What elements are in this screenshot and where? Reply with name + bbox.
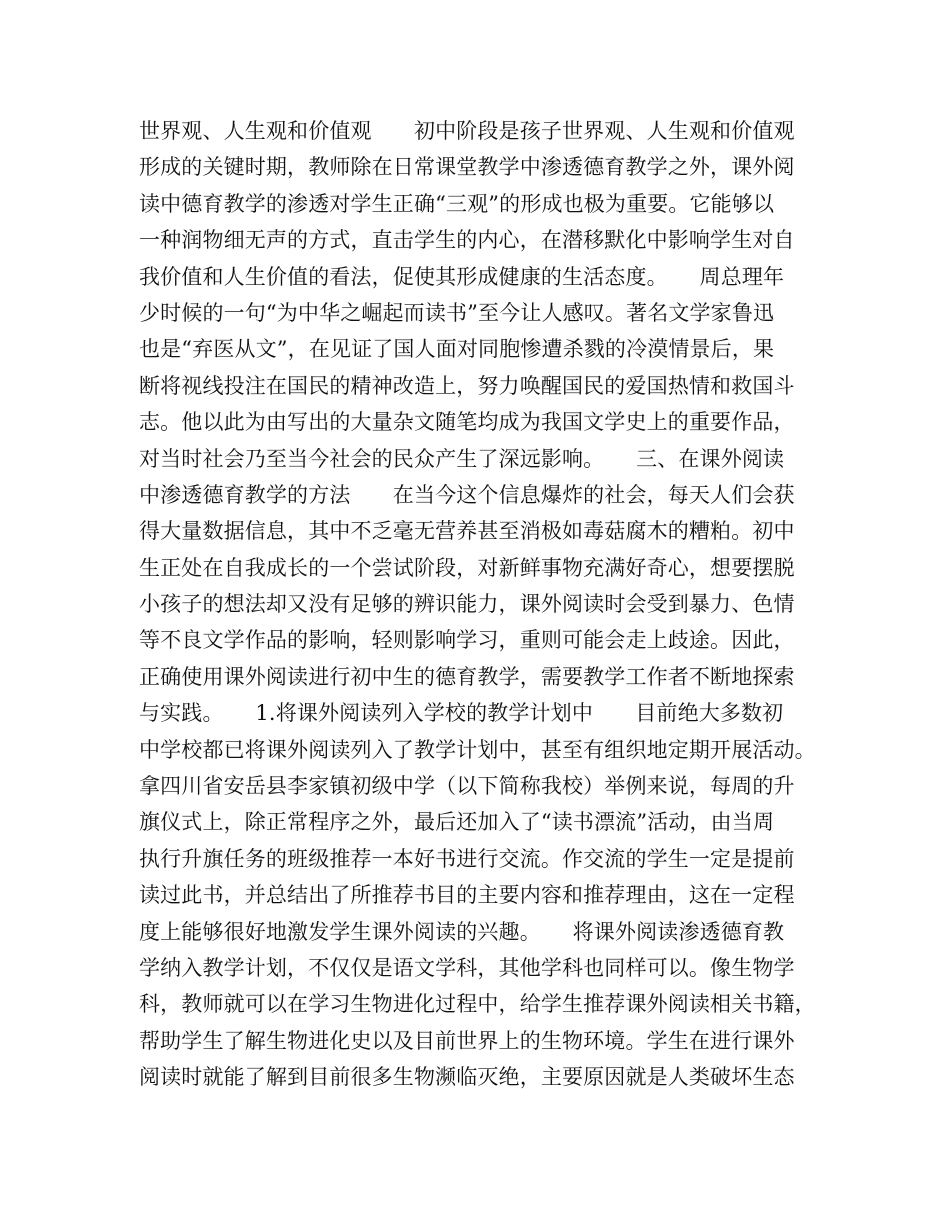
text-line: 生正处在自我成长的一个尝试阶段，对新鲜事物充满好奇心，想要摆脱 <box>139 555 795 580</box>
text-line: 帮助学生了解生物进化史以及目前世界上的生物环境。学生在进行课外 <box>139 1028 795 1053</box>
text-line: 等不良文学作品的影响，轻则影响学习，重则可能会走上歧途。因此， <box>139 628 795 653</box>
text-line: 少时候的一句“为中华之崛起而读书”至今让人感叹。著名文学家鲁迅 <box>139 300 775 325</box>
body-text <box>139 113 839 1096</box>
text-line: 中学校都已将课外阅读列入了教学计划中，甚至有组织地定期开展活动。 <box>139 737 816 762</box>
text-line: 得大量数据信息，其中不乏毫无营养甚至消极如毒菇腐木的糟粕。初中 <box>139 519 795 544</box>
text-line: 世界观、人生观和价值观 初中阶段是孩子世界观、人生观和价值观 <box>139 119 795 143</box>
text-line: 中渗透德育教学的方法 在当今这个信息爆炸的社会，每天人们会获 <box>139 482 795 507</box>
text-line: 我价值和人生价值的看法，促使其形成健康的生活态度。 周总理年 <box>139 264 785 289</box>
text-line: 阅读时就能了解到目前很多生物濒临灭绝，主要原因就是人类破坏生态 <box>139 1065 795 1090</box>
text-line: 度上能够很好地激发学生课外阅读的兴趣。 将课外阅读渗透德育教 <box>139 919 785 944</box>
text-line: 执行升旗任务的班级推荐一本好书进行交流。作交流的学生一定是提前 <box>139 846 795 871</box>
text-line: 读中德育教学的渗透对学生正确“三观”的形成也极为重要。它能够以 <box>139 191 775 216</box>
text-line: 正确使用课外阅读进行初中生的德育教学，需要教学工作者不断地探索 <box>139 664 795 689</box>
text-line: 志。他以此为由写出的大量杂文随笔均成为我国文学史上的重要作品， <box>139 410 795 435</box>
text-line: 科，教师就可以在学习生物进化过程中，给学生推荐课外阅读相关书籍， <box>139 992 816 1017</box>
text-line: 学纳入教学计划，不仅仅是语文学科，其他学科也同样可以。像生物学 <box>139 955 795 980</box>
text-line: 小孩子的想法却又没有足够的辨识能力，课外阅读时会受到暴力、色情 <box>139 592 795 617</box>
text-line: 对当时社会乃至当今社会的民众产生了深远影响。 三、在课外阅读 <box>139 446 785 471</box>
text-line: 拿四川省安岳县李家镇初级中学（以下简称我校）举例来说，每周的升 <box>139 774 795 799</box>
text-line: 一种润物细无声的方式，直击学生的内心，在潜移默化中影响学生对自 <box>139 228 795 253</box>
text-line: 旗仪式上，除正常程序之外，最后还加入了“读书漂流”活动，由当周 <box>139 810 775 835</box>
text-line: 也是“弃医从文”，在见证了国人面对同胞惨遭杀戮的冷漠情景后，果 <box>139 337 775 362</box>
text-line: 断将视线投注在国民的精神改造上，努力唤醒国民的爱国热情和救国斗 <box>139 373 795 398</box>
text-line: 与实践。 1.将课外阅读列入学校的教学计划中 目前绝大多数初 <box>139 701 784 726</box>
text-line: 形成的关键时期，教师除在日常课堂教学中渗透德育教学之外，课外阅 <box>139 155 795 180</box>
text-line: 读过此书，并总结出了所推荐书目的主要内容和推荐理由，这在一定程 <box>139 883 795 908</box>
